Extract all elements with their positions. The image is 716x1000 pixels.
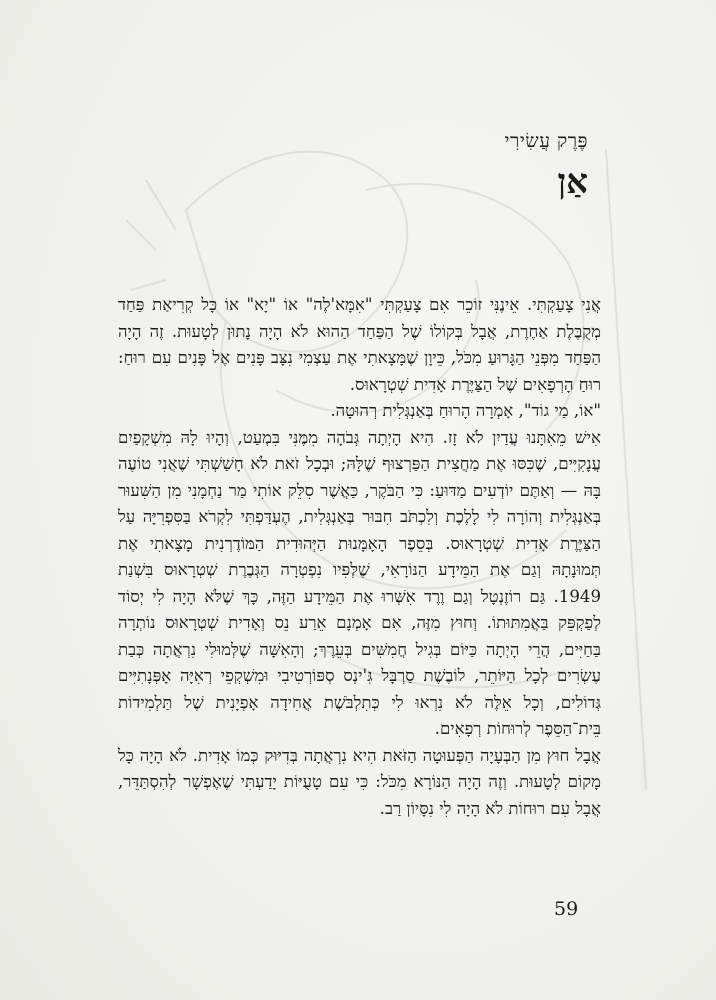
paragraph: אֲנִי צָעַקְתִּי. אֵינֶנִּי זוֹכֵר אִם צָעַקְתִּי "אִמָּא'לֶה" אוֹ "יָא" אוֹ כָּל קְרִיאַת פַּחַד מְקֻבֶּלֶת אַחֶרֶת, אֲבָל בְּקוֹלוֹ שֶׁל הַפַּחַד הַהוּא לֹא הָיָה נָתוּן לְטָעוּת. זֶה הָיָה הַפַּחַד מִפְּנֵי הַגָּרוּעַ מִכֹּל, כֵּיוָן שֶׁמָּצָאתִי אֶת עַצְמִי נִצָּב פָּנִים אֶל פָּנִים עִם רוּחַ: רוּחַ הָרְפָאִים שֶׁל הַצַּיֶּרֶת אָדִית שְׁטְרָאוּס.	[118, 295, 601, 394]
paragraph: אִישׁ מֵאִתָּנוּ עֲדַיִן לֹא זָז. הִיא הָיְתָה גְּבֹהָה מִמֶּנִּי בִּמְעַט, וְהָיוּ לָהּ מִשְׁקָפַיִם עֲנָקִיִּים, שֶׁכִּסּוּ אֶת מַחֲצִית הַפַּרְצוּף שֶׁלָּהּ; וּבְכָל זֹאת לֹא חָשַׁשְׁתִּי שֶׁאֲנִי טוֹעֶה בָּהּ — וְאַתֶּם יוֹדְעִים מַדּוּעַ: כִּי הַבֹּקֶר, כַּאֲשֶׁר סִלֵּק אוֹתִי מַר נַחְמָנִי מִן הַשִּׁעוּר בְּאַנְגְּלִית וְהוֹרָה לִי לָלֶכֶת וְלִכְתֹּב חִבּוּר בְּאַנְגְּלִית, הֶעְדַּפְתִּי לִקְרֹא בַּסִּפְרִיָּה עַל הַצַּיֶּרֶת אָדִית שְׁטְרָאוּס. בְּסֵפֶר הָאָמָּנוּת הַיְּהוּדִית הַמּוֹדֶרְנִית מָצָאתִי אֶת תְּמוּנָתָהּ וְגַם אֶת הַמֵּידָע הַנּוֹרָאִי, שֶׁלְּפִיו נִפְטְרָה הַגְּבֶרֶת שְׁטְרָאוּס בִּשְׁנַת 1949. גַּם רוֹזֶנְטָל וְגַם וֶרֶד אִשְּׁרוּ אֶת הַמֵּידָע הַזֶּה, כָּךְ שֶׁלֹּא הָיָה לִי יְסוֹד לְפַקְפֵּק בַּאֲמִתּוּתוֹ. וְחוּץ מִזֶּה, אִם אָמְנָם אֵרַע נֵס וְאָדִית שְׁטְרָאוּס נוֹתְרָה בַּחַיִּים, הֲרֵי הָיְתָה כַּיּוֹם בְּגִיל חֲמִשִּׁים בְּעֵרֶךְ; וְהָאִשָּׁה שֶׁלְּמוּלִי נִרְאֲתָה כְּבַת עֶשְׂרִים לְכָל הַיּוֹתֵר, לוֹבֶשֶׁת סַרְבָּל גִּ'ינְס סְפּוֹרְטִיבִי וּמִשְׁקְפֵי רְאִיָּה אָפְּנָתִיִּים גְּדוֹלִים, וְכָל אֵלֶּה לֹא נִרְאוּ לִי כְּתִלְבֹּשֶׁת אֲחִידָה אָפְיָנִית שֶׁל תַּלְמִידוֹת בֵּית־הַסֵּפֶר לְרוּחוֹת רְפָאִים.	[118, 427, 601, 738]
page-number: 59	[554, 898, 579, 920]
paragraph: אֲבָל חוּץ מִן הַבְּעָיָה הַפְּעוּטָה הַזֹּאת הִיא נִרְאֲתָה בְּדִיּוּק כְּמוֹ אָדִית. לֹא הָיָה כָּל מָקוֹם לְטָעוּת. וְזֶה הָיָה הַנּוֹרָא מִכֹּל: כִּי עִם טָעֻיּוֹת יָדַעְתִּי שֶׁאֶפְשָׁר לְהִסְתַּדֵּר, אֲבָל עִם רוּחוֹת לֹא הָיָה לִי נִסָּיוֹן רַב.	[118, 745, 601, 818]
chapter-title: אַן	[557, 162, 588, 202]
chapter-body	[118, 292, 601, 822]
paragraph: "אוֹ, מַי גוֹד", אָמְרָה הָרוּחַ בְּאַנְגְּלִית רְהוּטָה.	[330, 401, 601, 420]
chapter-number: פֶּרֶק עֲשִׂירִי	[504, 130, 588, 152]
